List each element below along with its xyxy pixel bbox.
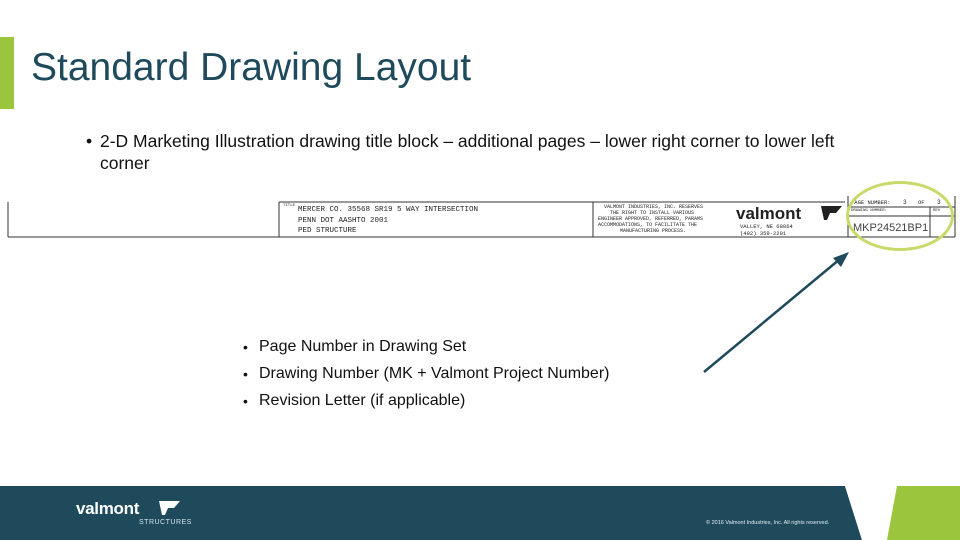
title-line-1: MERCER CO. 35568 SR19 5 WAY INTERSECTION <box>298 206 479 214</box>
page-current: 3 <box>903 199 907 206</box>
notice-line-1: VALMONT INDUSTRIES, INC. RESERVES <box>604 204 704 210</box>
notice-line-3: ENGINEER APPROVED, REFERRED, PARAMS <box>598 216 704 222</box>
address-line-1: VALLEY, NE 68064 <box>740 223 793 230</box>
title-label: TITLE <box>283 204 296 208</box>
footer-logo-mark-icon <box>158 500 182 516</box>
rev-label: REV <box>933 209 941 213</box>
address-line-2: (402) 359-2201 <box>740 230 787 237</box>
bullet-dot: • <box>243 339 248 355</box>
page-total: 3 <box>937 199 941 206</box>
title-block-brand: valmont <box>736 204 802 223</box>
drawing-number-label: DRAWING NUMBER: <box>851 209 888 213</box>
footer-copyright: © 2016 Valmont Industries, Inc. All rights reserved. <box>706 520 830 526</box>
notice-line-2: THE RIGHT TO INSTALL VARIOUS <box>610 210 695 216</box>
drawing-number: MKP24521BP1 <box>853 222 929 234</box>
footer-band <box>0 486 960 540</box>
bullet-dot: • <box>243 393 248 409</box>
list-item-text: Page Number in Drawing Set <box>259 338 467 355</box>
title-line-2: PENN DOT AASHTO 2001 <box>298 217 389 225</box>
page-number-label: PAGE NUMBER: <box>851 199 891 206</box>
page-of-label: OF <box>918 199 925 206</box>
main-bullet-text: 2-D Marketing Illustration drawing title block – additional pages – lower right corner to lower left corner <box>100 131 835 173</box>
notice-line-4: ACCOMMODATIONS, TO FACILITATE THE <box>598 222 698 228</box>
footer-logo: valmont <box>76 499 140 518</box>
footer-subtitle: STRUCTURES <box>139 519 192 526</box>
list-item-text: Drawing Number (MK + Valmont Project Number) <box>259 365 610 382</box>
footer-shapes <box>0 486 960 540</box>
title-line-3: PED STRUCTURE <box>298 227 357 235</box>
notice-line-5: MANUFACTURING PROCESS. <box>620 228 687 234</box>
bullet-dot: • <box>86 131 93 151</box>
slide-title: Standard Drawing Layout <box>31 46 472 89</box>
bullet-dot: • <box>243 366 248 382</box>
list-item-text: Revision Letter (if applicable) <box>259 392 466 409</box>
